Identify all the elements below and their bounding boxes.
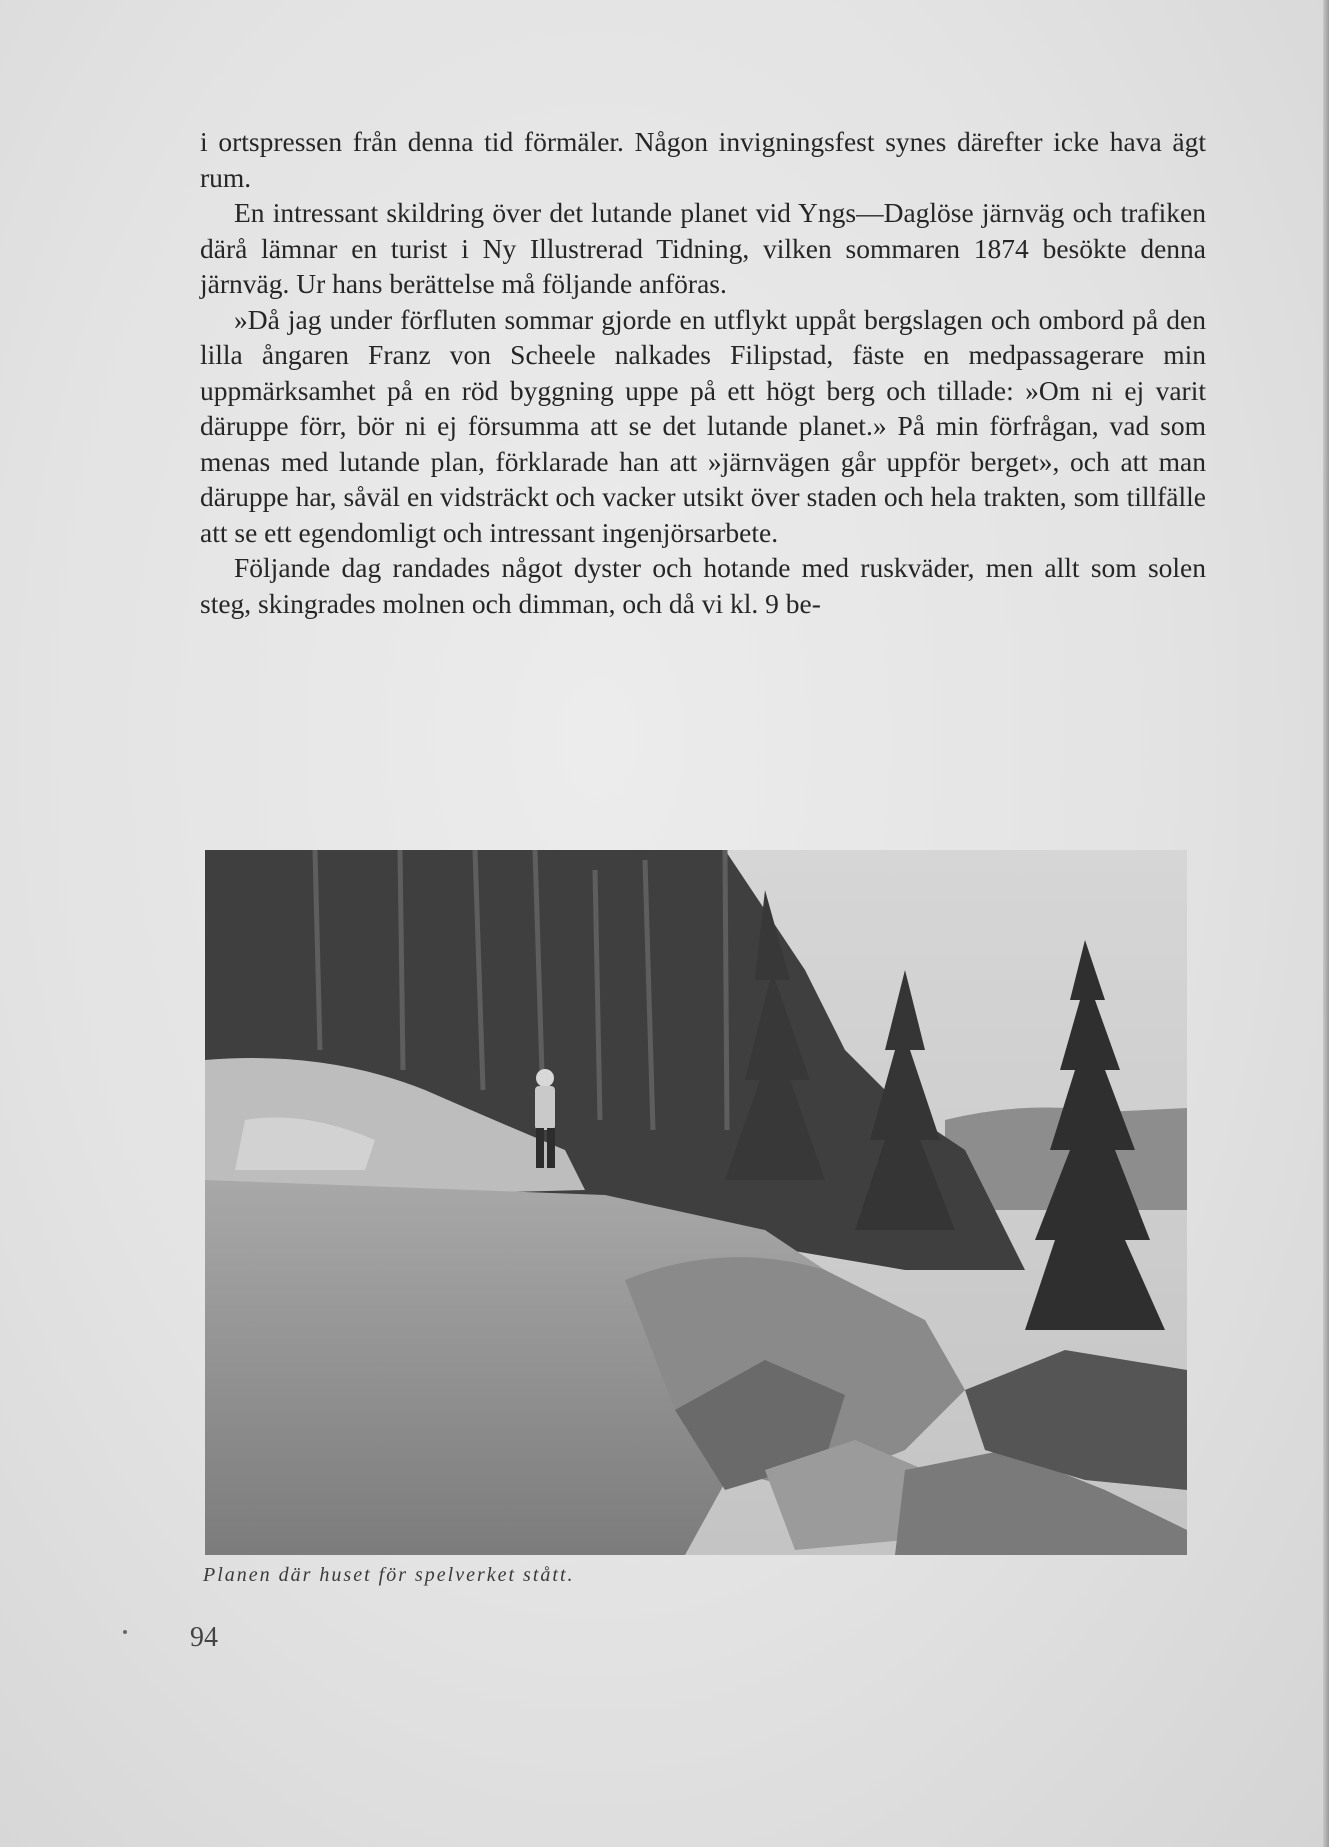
- paragraph-4: Följande dag randades något dyster och hotande med ruskväder, men allt som solen steg, skingrades molnen och dimman, och då vi kl. 9 be-: [200, 552, 1206, 619]
- photo-caption: Planen där huset för spelverket stått.: [203, 1564, 575, 1586]
- body-text: [200, 124, 1206, 621]
- forest-hill-illustration: [205, 850, 1187, 1555]
- paragraph-2: En intressant skildring över det lutande planet vid Yngs—Daglöse järnväg och trafiken därå lämnar en turist i Ny Illustrerad Tidning, vilken sommaren 1874 besökte denna järnväg. Ur hans berättelse må följande anföras.: [200, 197, 1206, 299]
- paper-speck: [123, 1630, 127, 1634]
- paragraph-3: »Då jag under förfluten sommar gjorde en utflykt uppåt bergslagen och ombord på den lilla ångaren Franz von Scheele nalkades Filipstad, fäste en medpassagerare min uppmärksamhet på en röd byggning uppe på ett högt berg och tillade: »Om ni ej varit däruppe förr, bör ni ej försumma att se det lutande planet.» På min förfrågan, vad som menas med lutande plan, förklarade han att »järnvägen går uppför berget», och att man däruppe har, såväl en vidsträckt och vacker utsikt över staden och hela trakten, som tillfälle att se ett egendomligt och intressant ingenjörsarbete.: [200, 303, 1206, 548]
- paragraph-1: i ortspressen från denna tid förmäler. Någon invigningsfest synes därefter icke hava ägt rum.: [200, 126, 1206, 193]
- landscape-photo: [205, 850, 1187, 1555]
- page-edge: [1323, 0, 1329, 1847]
- page-number: 94: [190, 1622, 218, 1653]
